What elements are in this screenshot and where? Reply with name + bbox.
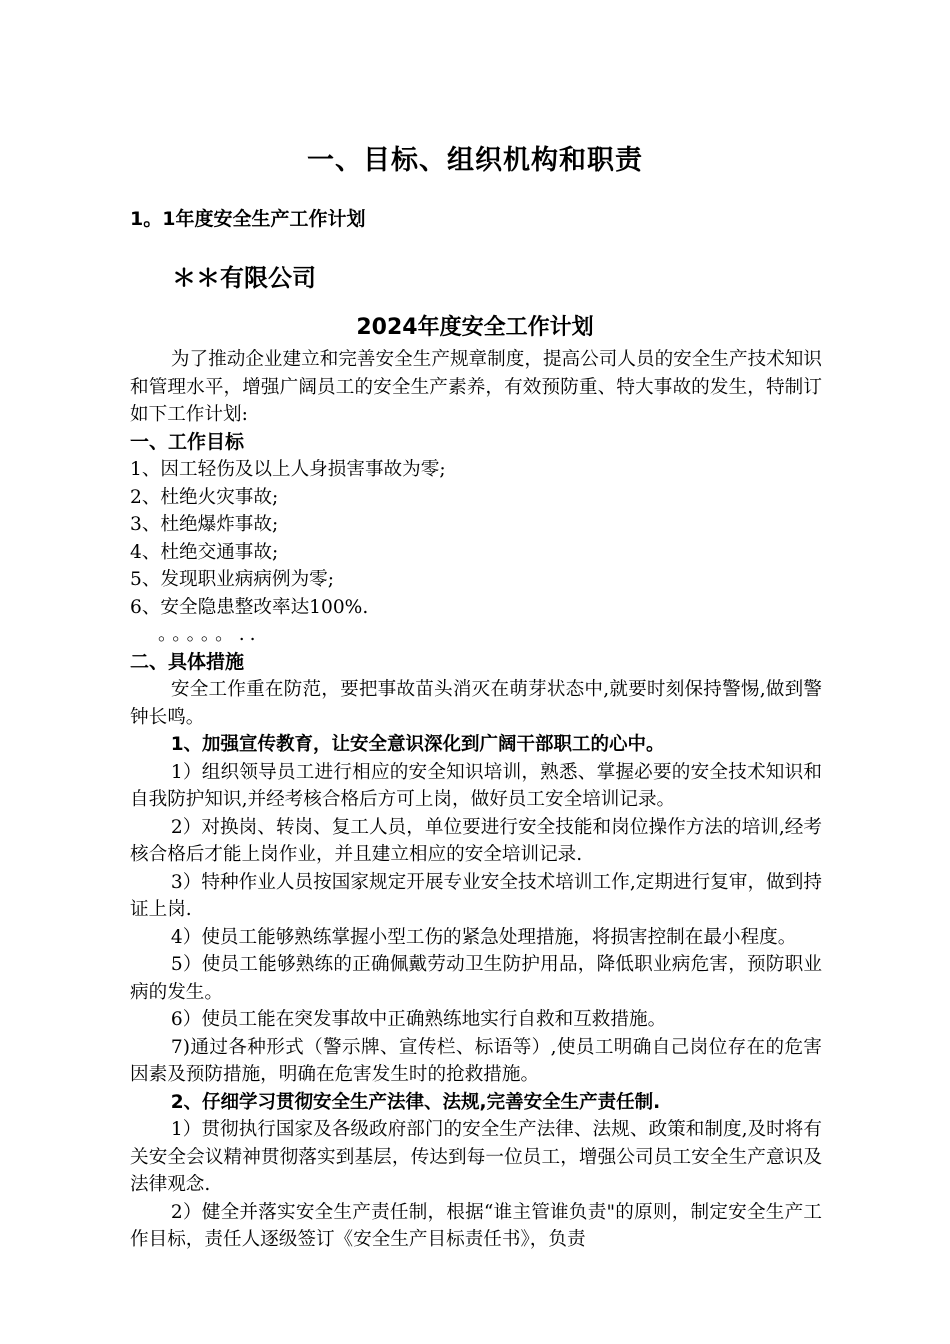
goal-item: 4、杜绝交通事故; bbox=[130, 541, 279, 563]
measures-heading: 二、具体措施 bbox=[130, 650, 245, 673]
measure2-heading: 2、仔细学习贯彻安全生产法律、法规,完善安全生产责任制. bbox=[170, 1091, 661, 1113]
goal-item: 6、安全隐患整改率达100%. bbox=[130, 596, 369, 618]
company-name: ＊＊有限公司 bbox=[172, 264, 316, 292]
plan-title: 2024年度安全工作计划 bbox=[356, 315, 594, 340]
chapter-title: 一、目标、组织机构和职责 bbox=[307, 145, 643, 176]
measure2-item: 1）贯彻执行国家及各级政府部门的安全生产法律、法规、政策和制度,及时将有关安全会议精神贯彻落实到基层，传达到每一位员工，增强公司员工安全生产意识及法律观念. bbox=[130, 1119, 822, 1195]
measure1-item: 5）使员工能够熟练的正确佩戴劳动卫生防护用品，降低职业病危害，预防职业病的发生。 bbox=[130, 954, 822, 1003]
measure1-item: 3）特种作业人员按国家规定开展专业安全技术培训工作,定期进行复审，做到持证上岗. bbox=[130, 871, 822, 920]
document-body bbox=[130, 346, 822, 1254]
goal-item: 5、发现职业病病例为零; bbox=[130, 569, 335, 590]
measure1-item: 6）使员工能在突发事故中正确熟练地实行自救和互救措施。 bbox=[170, 1009, 667, 1030]
measure1-heading: 1、加强宣传教育，让安全意识深化到广阔干部职工的心中。 bbox=[170, 734, 665, 755]
measures-intro: 安全工作重在防范，要把事故苗头消灭在萌芽状态中,就要时刻保持警惕,做到警钟长鸣。 bbox=[130, 679, 822, 728]
goal-item: 1、因工轻伤及以上人身损害事故为零; bbox=[130, 459, 446, 480]
measure1-item: 1）组织领导员工进行相应的安全知识培训，熟悉、掌握必要的安全技术知识和自我防护知识,并经考核合格后方可上岗，做好员工安全培训记录。 bbox=[130, 761, 822, 810]
goals-heading: 一、工作目标 bbox=[130, 430, 245, 453]
dots-separator: 。。。。。.. bbox=[158, 624, 261, 645]
intro-paragraph: 为了推动企业建立和完善安全生产规章制度，提高公司人员的安全生产技术知识和管理水平，增强广阔员工的安全生产素养，有效预防重、特大事故的发生，特制订如下工作计划: bbox=[130, 349, 822, 425]
goal-item: 2、杜绝火灾事故; bbox=[130, 486, 279, 508]
measure1-item: 7)通过各种形式（警示牌、宣传栏、标语等）,使员工明确自己岗位存在的危害因素及预防措施，明确在危害发生时的抢救措施。 bbox=[130, 1036, 822, 1085]
measure1-item: 4）使员工能够熟练掌握小型工伤的紧急处理措施，将损害控制在最小程度。 bbox=[170, 926, 797, 948]
section-title: 1。1年度安全生产工作计划 bbox=[130, 208, 366, 230]
goal-item: 3、杜绝爆炸事故; bbox=[130, 514, 279, 535]
measure1-item: 2）对换岗、转岗、复工人员，单位要进行安全技能和岗位操作方法的培训,经考核合格后才能上岗作业，并且建立相应的安全培训记录. bbox=[130, 816, 822, 865]
measure2-item: 2）健全并落实安全生产责任制，根据“谁主管谁负责"的原则，制定安全生产工作目标，责任人逐级签订《安全生产目标责任书》，负责 bbox=[130, 1201, 822, 1250]
